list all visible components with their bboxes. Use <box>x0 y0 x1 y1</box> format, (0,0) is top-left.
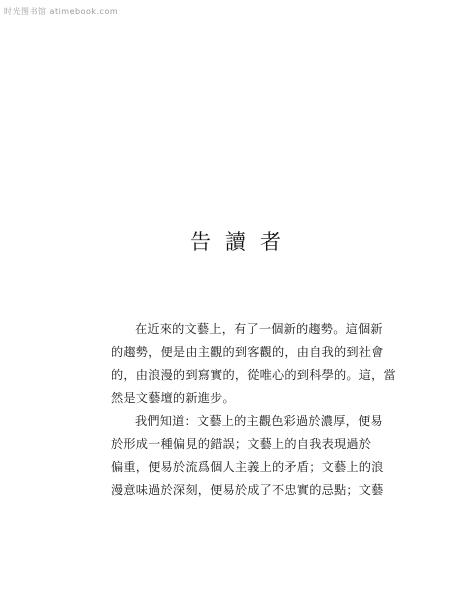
text-line: 在近來的文藝上，有了一個新的趨勢。這個新 <box>135 322 383 336</box>
watermark: 时光图书馆 atimebook.com <box>4 7 119 16</box>
text-line: 漫意味過於深刻，便易於成了不忠實的忌點；文藝 <box>111 483 384 497</box>
body-text <box>111 318 396 502</box>
text-line: 於形成一種偏見的錯誤；文藝上的自我表現過於 <box>111 437 372 451</box>
page-title: 告讀者 <box>190 230 295 254</box>
text-line: 偏重，便易於流爲個人主義上的矛盾；文藝上的浪 <box>111 460 384 474</box>
text-line: 然是文藝壇的新進步。 <box>111 391 235 405</box>
text-line: 的趨勢，便是由主觀的到客觀的，由自我的到社會 <box>111 345 384 359</box>
text-line: 我們知道：文藝上的主觀色彩過於濃厚，便易 <box>135 414 383 428</box>
text-line: 的，由浪漫的到寫實的，從唯心的到科學的。這，當 <box>111 368 396 382</box>
